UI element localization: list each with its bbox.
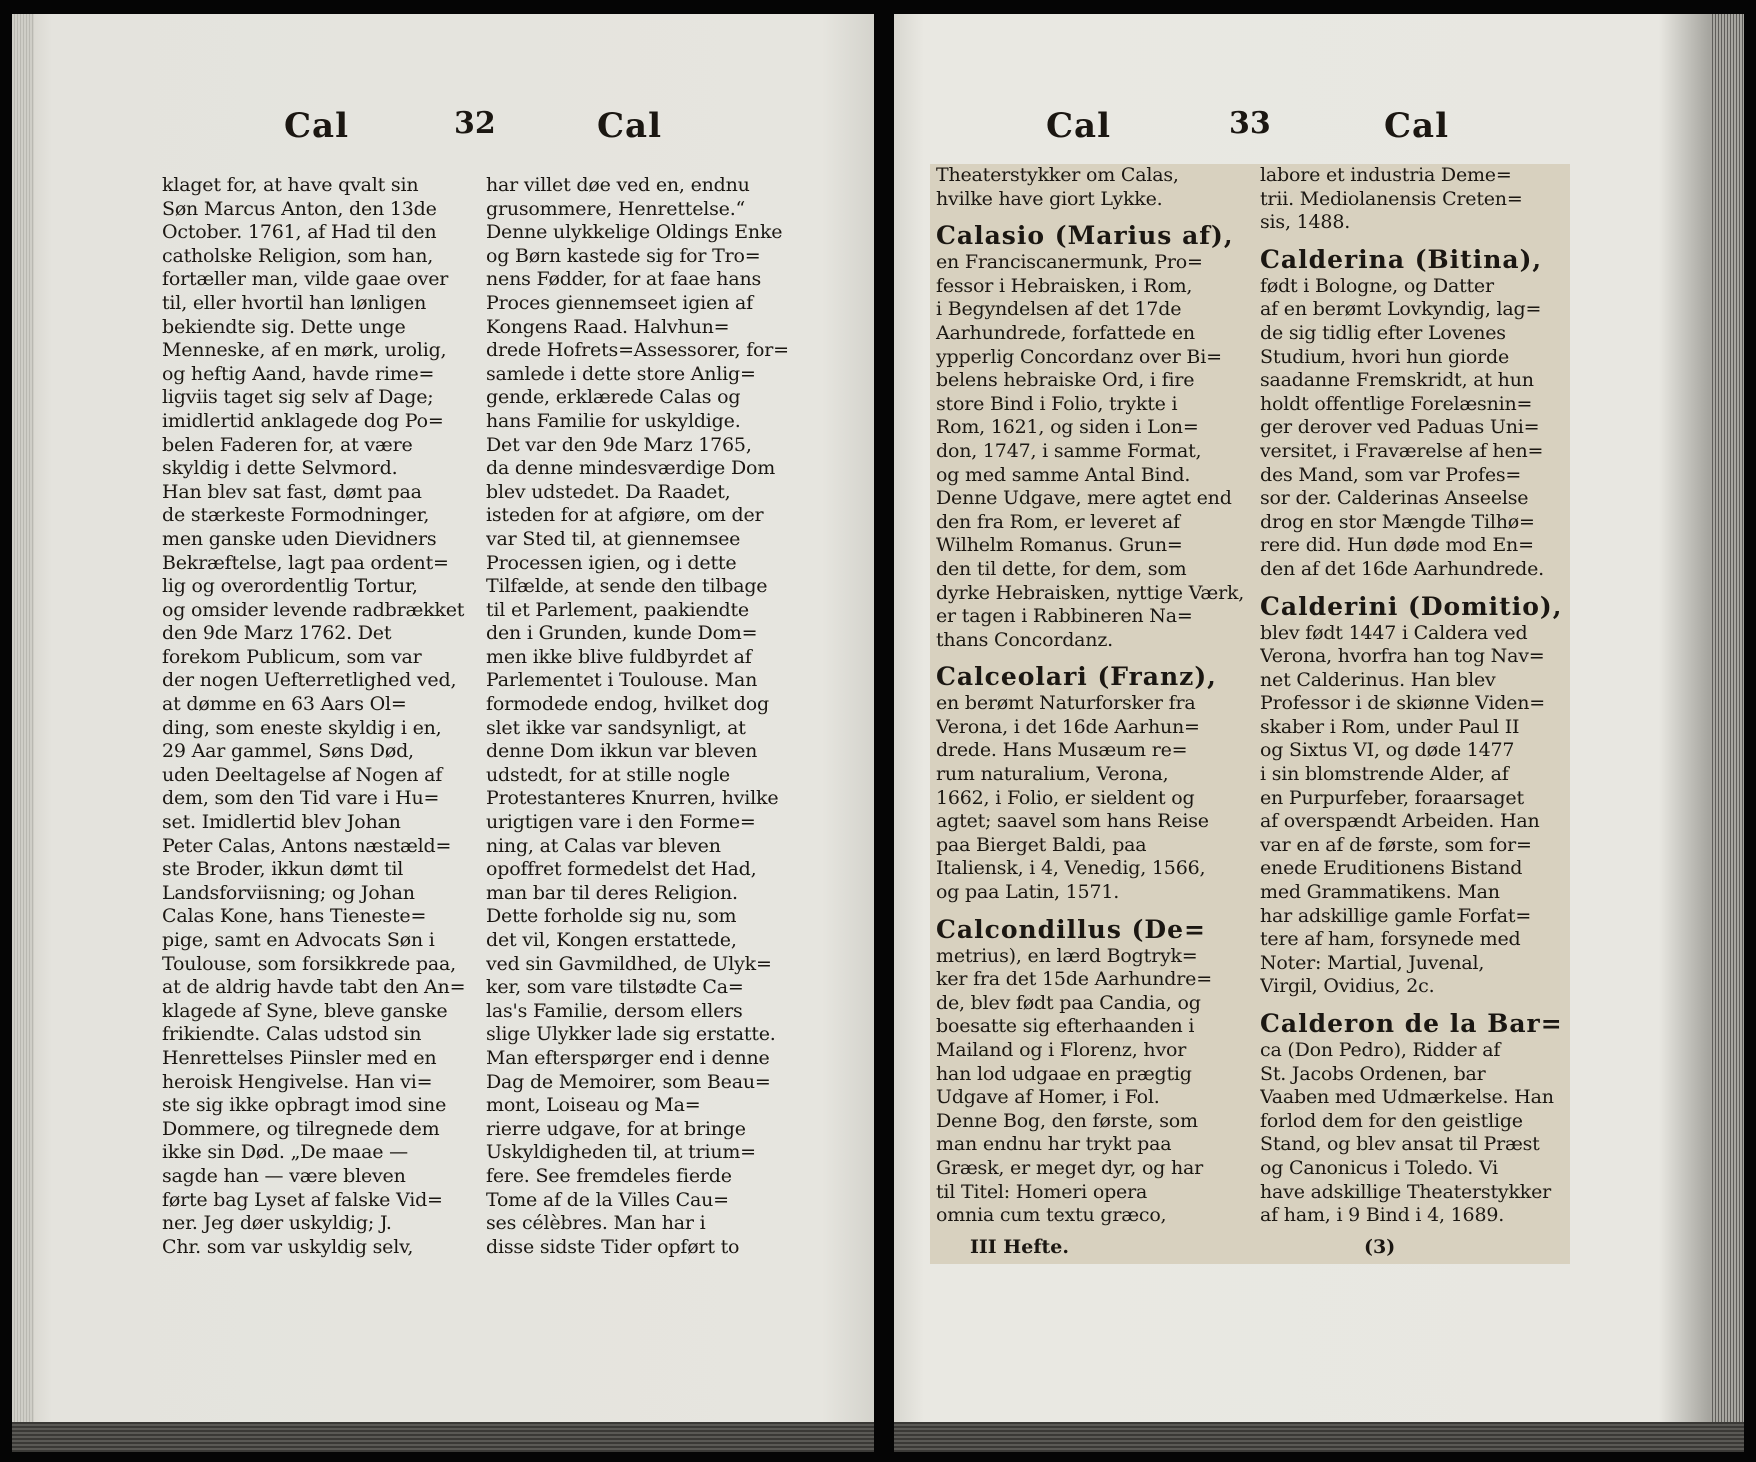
text-line: Italiensk, i 4, Venedig, 1566, [936,857,1206,880]
text-line: agtet; saavel som hans Reise [936,810,1209,833]
text-line: er tagen i Rabbineren Na= [936,605,1193,628]
text-line: belens hebraiske Ord, i fire [936,369,1195,392]
text-line: var en af de første, som for= [1260,833,1532,856]
text-line: labore et industria Deme= [1260,164,1512,186]
text-line: slet ikke var sandsynligt, at [486,716,746,739]
text-line: gende, erklærede Calas og [486,386,741,409]
text-line: det vil, Kongen erstattede, [486,929,737,951]
text-line: sagde han — være bleven [162,1164,406,1187]
text-line: frikiendte. Calas udstod sin [162,1023,422,1046]
text-line: Det var den 9de Marz 1765, [486,433,752,456]
text-line: urigtigen vare i den Forme= [486,811,756,834]
text-line: formodede endog, hvilket dog [486,693,769,716]
right-page [894,14,1744,1452]
text-line: den til dette, for dem, som [936,557,1187,580]
text-line: Dette forholde sig nu, som [486,905,737,928]
text-line: ning, at Calas var bleven [486,834,721,857]
text-line: drede. Hans Musæum re= [936,739,1188,762]
text-line: forlod dem for den geistlige [1260,1109,1523,1132]
text-line: Vaaben med Udmærkelse. Han [1260,1086,1554,1109]
text-line: der nogen Uefterretlighed ved, [162,669,457,692]
text-line: Uskyldigheden til, at trium= [486,1141,756,1164]
text-line: ker, som vare tilstødte Ca= [486,976,744,999]
text-line: ste sig ikke opbragt imod sine [162,1094,447,1117]
text-column-right [486,174,806,1259]
text-line: dem, som den Tid vare i Hu= [162,787,440,810]
text-line: Landsforviisning; og Johan [162,881,415,904]
text-line: Parlementet i Toulouse. Man [486,669,758,692]
page-edge [1710,14,1744,1452]
text-line: Chr. som var uskyldig selv, [162,1235,414,1258]
text-line: fessor i Hebraisken, i Rom, [936,274,1193,297]
text-column-left [936,164,1246,1228]
text-line: i Begyndelsen af det 17de [936,298,1182,321]
text-line: har adskillige gamle Forfat= [1260,904,1532,927]
text-line: klagede af Syne, bleve ganske [162,999,448,1022]
text-line: nens Fødder, for at faae hans [486,268,762,291]
text-line: Menneske, af en mørk, urolig, [162,339,447,362]
text-line: Udgave af Homer, i Fol. [936,1086,1160,1109]
text-line: thans Concordanz. [936,628,1113,651]
text-line: og Børn kastede sig for Tro= [486,244,761,267]
text-line: Rom, 1621, og siden i Lon= [936,416,1199,439]
text-line: drede Hofrets=Assessorer, for= [486,339,789,362]
text-line: don, 1747, i samme Format, [936,439,1202,462]
text-line: var Sted til, at giennemsee [486,527,741,550]
text-line: Mailand og i Florenz, hvor [936,1039,1187,1061]
text-line: denne Dom ikkun var bleven [486,740,758,763]
text-line: holdt offentlige Forelæsnin= [1260,392,1533,415]
text-line: paa Bierget Baldi, paa [936,833,1147,856]
text-line: Protestanteres Knurren, hvilke [486,787,779,810]
page-bottom-edge [894,1422,1744,1452]
text-line: men ganske uden Dievidners [162,527,437,550]
running-head-right-word: Cal [597,106,663,146]
entry-headword: Calderini (Domitio), [1260,591,1563,621]
text-line: Denne Bog, den første, som [936,1109,1198,1132]
text-line: til et Parlement, paakiendte [486,598,749,621]
text-line: fere. See fremdeles fierde [486,1164,732,1187]
text-line: have adskillige Theaterstykker [1260,1180,1552,1203]
text-line: imidlertid anklagede dog Po= [162,409,444,432]
text-line: ligviis taget sig selv af Dage; [162,386,434,409]
text-line: isteden for at afgiøre, om der [486,504,764,527]
text-line: opoffret formedelst det Had, [486,858,757,881]
text-line: den af det 16de Aarhundrede. [1260,557,1544,580]
text-line: bekiendte sig. Dette unge [162,315,406,338]
text-line: hvilke have giort Lykke. [936,187,1163,210]
text-line: han lod udgaae en prægtig [936,1062,1192,1085]
text-line: Verona, i det 16de Aarhun= [936,715,1200,738]
text-line: heroisk Hengivelse. Han vi= [162,1070,433,1093]
text-line: Han blev sat fast, dømt paa [162,480,422,503]
text-line: des Mand, som var Profes= [1260,463,1522,486]
text-line: Noter: Martial, Juvenal, [1260,951,1485,974]
text-line: og omsider levende radbrækket [162,598,465,621]
text-line: trii. Mediolanensis Creten= [1260,187,1523,210]
signature-mark: (3) [1364,1236,1396,1258]
running-head-right-word: Cal [1384,106,1450,146]
text-line: Studium, hvori hun giorde [1260,345,1509,368]
volume-footer: III Hefte. [970,1236,1069,1258]
text-line: at dømme en 63 Aars Ol= [162,693,407,716]
text-line: de stærkeste Formodninger, [162,504,430,527]
entry-headword: Calasio (Marius af), [936,221,1234,251]
page-number: 32 [454,106,496,141]
text-line: født i Bologne, og Datter [1260,274,1494,297]
text-line: og heftig Aand, havde rime= [162,362,435,385]
text-line: og paa Latin, 1571. [936,881,1120,904]
text-column-left [162,174,474,1259]
text-line: versitet, i Fraværelse af hen= [1260,439,1544,462]
text-line: Græsk, er meget dyr, og har [936,1156,1204,1179]
text-line: Kongens Raad. Halvhun= [486,315,730,338]
text-line: Professor i de skiønne Viden= [1260,692,1545,715]
page-edge [12,14,34,1452]
text-line: mont, Loiseau og Ma= [486,1094,701,1117]
text-column-right [1260,164,1570,1228]
text-line: en Purpurfeber, foraarsaget [1260,786,1524,809]
text-line: den fra Rom, er leveret af [936,510,1180,533]
text-line: ste Broder, ikkun dømt til [162,858,404,881]
text-line: Processen igien, og i dette [486,551,737,574]
text-line: rierre udgave, for at bringe [486,1117,746,1140]
text-line: lig og overordentlig Tortur, [162,575,418,598]
text-line: man endnu har trykt paa [936,1133,1172,1156]
text-line: tere af ham, forsynede med [1260,928,1521,951]
text-line: en Franciscanermunk, Pro= [936,251,1203,274]
text-line: dyrke Hebraisken, nyttige Værk, [936,581,1245,604]
text-line: saadanne Fremskridt, at hun [1260,369,1534,392]
text-line: boesatte sig efterhaanden i [936,1015,1195,1038]
text-line: udstedt, for at stille nogle [486,763,730,786]
text-line: den 9de Marz 1762. Det [162,622,392,645]
text-line: til, eller hvortil han lønligen [162,291,427,314]
text-line: Calas Kone, hans Tieneste= [162,905,427,928]
text-line: at de aldrig havde tabt den An= [162,976,466,999]
text-line: Aarhundrede, forfattede en [936,321,1195,344]
text-line: 29 Aar gammel, Søns Død, [162,740,414,763]
text-line: enede Eruditionens Bistand [1260,857,1523,880]
text-line: med Grammatikens. Man [1260,881,1500,904]
text-line: pige, samt en Advocats Søn i [162,929,435,951]
text-line: uden Deeltagelse af Nogen af [162,763,443,786]
text-line: set. Imidlertid blev Johan [162,811,401,834]
text-line: blev udstedet. Da Raadet, [486,480,731,503]
text-line: Wilhelm Romanus. Grun= [936,534,1183,557]
text-line: grusommere, Henrettelse.“ [486,197,746,220]
text-line: Søn Marcus Anton, den 13de [162,197,437,220]
text-line: klaget for, at have qvalt sin [162,174,419,196]
text-line: de, blev født paa Candia, og [936,991,1201,1014]
text-line: en berømt Naturforsker fra [936,692,1196,715]
text-line: Dommere, og tilregnede dem [162,1117,440,1140]
running-head-left-word: Cal [284,106,350,146]
text-line: Toulouse, som forsikkrede paa, [162,952,456,975]
text-line: rum naturalium, Verona, [936,763,1169,786]
page-bottom-edge [12,1422,874,1452]
text-line: Theaterstykker om Calas, [936,164,1179,186]
text-line: ved sin Gavmildhed, de Ulyk= [486,952,772,975]
running-head [12,106,874,166]
running-head [894,106,1744,166]
text-line: Man efterspørger end i denne [486,1046,770,1069]
text-line: ca (Don Pedro), Ridder af [1260,1039,1501,1061]
text-line: af ham, i 9 Bind i 4, 1689. [1260,1204,1505,1227]
text-line: hans Familie for uskyldige. [486,409,741,432]
text-line: skyldig i dette Selvmord. [162,457,398,480]
text-line: men ikke blive fuldbyrdet af [486,645,752,668]
text-line: omnia cum textu græco, [936,1204,1167,1227]
text-line: store Bind i Folio, trykte i [936,392,1178,415]
entry-headword: Calcondillus (De= [936,914,1206,944]
text-line: disse sidste Tider opført to [486,1235,740,1258]
text-line: i sin blomstrende Alder, af [1260,763,1509,786]
text-line: ding, som eneste skyldig i en, [162,716,442,739]
text-line: Denne Udgave, mere agtet end [936,487,1232,510]
text-line: Peter Calas, Antons næstæld= [162,834,452,857]
text-line: man bar til deres Religion. [486,881,738,904]
text-line: ikke sin Død. „De maae — [162,1141,408,1164]
running-head-left-word: Cal [1046,106,1112,146]
entry-headword: Calderon de la Bar= [1260,1009,1563,1038]
entry-headword: Calderina (Bitina), [1260,244,1543,274]
text-line: Verona, hvorfra han tog Nav= [1260,645,1545,668]
text-line: Denne ulykkelige Oldings Enke [486,221,783,244]
text-line: af overspændt Arbeiden. Han [1260,810,1540,833]
text-line: October. 1761, af Had til den [162,221,437,244]
text-line: skaber i Rom, under Paul II [1260,715,1520,738]
text-line: Dag de Memoirer, som Beau= [486,1070,771,1093]
text-line: drog en stor Mængde Tilhø= [1260,510,1535,533]
text-line: ner. Jeg døer uskyldig; J. [162,1212,392,1235]
text-line: Tome af de la Villes Cau= [486,1188,729,1211]
left-page [12,14,874,1452]
text-line: belen Faderen for, at være [162,433,413,456]
text-line: fortæller man, vilde gaae over [162,268,449,291]
text-line: Stand, og blev ansat til Præst [1260,1133,1540,1156]
text-line: og Canonicus i Toledo. Vi [1260,1156,1499,1179]
text-line: Henrettelses Piinsler med en [162,1046,437,1069]
entry-headword: Calceolari (Franz), [936,662,1217,692]
text-line: ker fra det 15de Aarhundre= [936,968,1212,991]
text-line: 1662, i Folio, er sieldent og [936,786,1195,809]
text-line: den i Grunden, kunde Dom= [486,622,758,645]
page-number: 33 [1229,106,1271,141]
text-line: forekom Publicum, som var [162,645,422,668]
text-line: og med samme Antal Bind. [936,463,1191,486]
text-line: St. Jacobs Ordenen, bar [1260,1062,1486,1085]
text-line: Bekræftelse, lagt paa ordent= [162,551,449,574]
text-line: af en berømt Lovkyndig, lag= [1260,298,1542,321]
text-line: og Sixtus VI, og døde 1477 [1260,739,1515,762]
text-line: de sig tidlig efter Lovenes [1260,321,1506,344]
text-line: catholske Religion, som han, [162,244,434,267]
text-line: Proces giennemseet igien af [486,291,753,314]
text-line: ger derover ved Paduas Uni= [1260,416,1540,439]
text-line: ses célèbres. Man har i [486,1212,706,1235]
text-line: Tilfælde, at sende den tilbage [486,575,768,598]
text-line: Virgil, Ovidius, 2c. [1260,975,1435,998]
text-line: rere did. Hun døde mod En= [1260,534,1534,557]
text-line: blev født 1447 i Caldera ved [1260,621,1528,644]
text-line: net Calderinus. Han blev [1260,668,1496,691]
text-line: førte bag Lyset af falske Vid= [162,1188,443,1211]
text-line: slige Ulykker lade sig erstatte. [486,1023,776,1046]
text-line: ypperlig Concordanz over Bi= [936,345,1222,368]
text-line: sor der. Calderinas Anseelse [1260,487,1529,510]
text-line: las's Familie, dersom ellers [486,999,743,1022]
text-line: da denne mindesværdige Dom [486,457,776,480]
text-line: samlede i dette store Anlig= [486,362,756,385]
text-line: har villet døe ved en, endnu [486,174,750,196]
text-line: til Titel: Homeri opera [936,1180,1148,1203]
text-line: metrius), en lærd Bogtryk= [936,944,1198,967]
text-line: sis, 1488. [1260,211,1351,234]
